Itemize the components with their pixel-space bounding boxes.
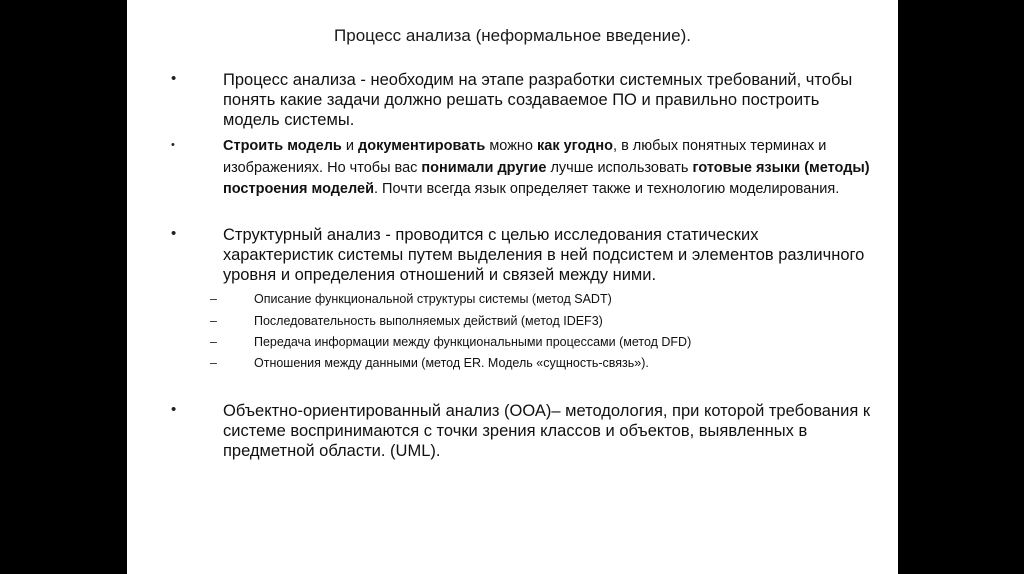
sub-item-text: Передача информации между функциональными процессами (метод DFD): [254, 335, 692, 349]
text-run: можно: [485, 138, 537, 154]
dash-marker: –: [210, 335, 217, 349]
presentation-slide: [127, 0, 898, 574]
dash-marker: –: [210, 292, 217, 306]
bullet-marker: •: [171, 401, 177, 418]
bullet-text: [223, 136, 873, 201]
bullet-marker: •: [171, 139, 175, 151]
slide-title: Процесс анализа (неформальное введение).: [334, 26, 691, 45]
bold-phrase: Строить модель: [223, 138, 342, 154]
bold-phrase: готовые языки (методы) построения моделей: [223, 159, 870, 197]
bullet-marker: •: [171, 225, 177, 242]
sub-item-text: Отношения между данными (метод ER. Модель «сущность-связь»).: [254, 356, 649, 370]
sub-item-text: Описание функциональной структуры системы (метод SADT): [254, 292, 612, 306]
text-run: и: [341, 138, 359, 154]
text-run: лучше использовать: [546, 159, 693, 176]
bold-phrase: как угодно: [537, 138, 614, 154]
bold-phrase: документировать: [358, 138, 486, 154]
text-run: . Почти всегда язык определяет также и технологию моделирования.: [374, 181, 840, 197]
bullet-marker: •: [171, 70, 177, 87]
bold-phrase: понимали другие: [421, 159, 547, 176]
dash-marker: –: [210, 356, 217, 370]
text-run: , в любых понятных терминах и изображениях. Но чтобы вас: [223, 138, 827, 176]
dash-marker: –: [210, 314, 217, 328]
bullet-text: Структурный анализ - проводится с целью исследования статических характеристик системы путем выделения в ней подсистем и элементов различного уровня и определения отношений и связей между ними.: [223, 226, 865, 284]
sub-item-text: Последовательность выполняемых действий (метод IDEF3): [254, 314, 603, 328]
bullet-text: Процесс анализа - необходим на этапе разработки системных требований, чтобы понять какие задачи должно решать создаваемое ПО и правильно построить модель системы.: [223, 71, 853, 129]
bullet-text: Объектно-ориентированный анализ (ООА)– методология, при которой требования к системе воспринимаются с точки зрения классов и объектов, выявленных в предметной области. (UML).: [223, 402, 871, 460]
